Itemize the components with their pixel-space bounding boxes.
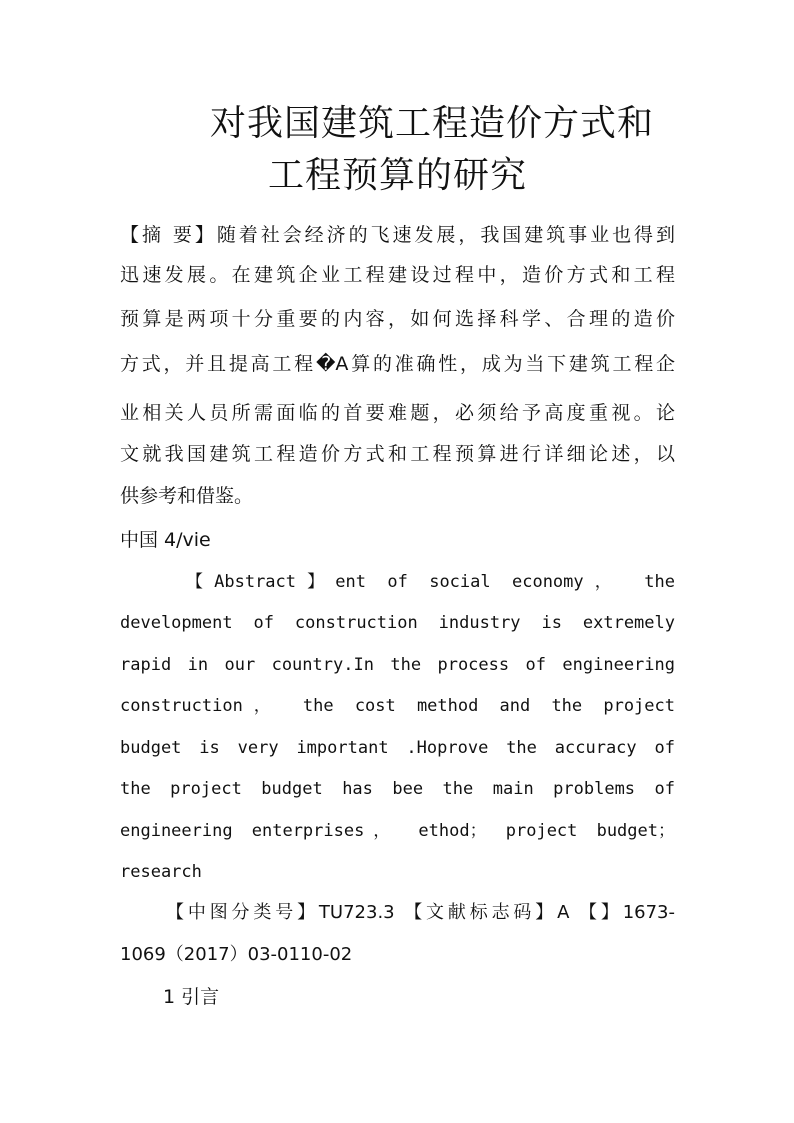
abstract-cn-line: 【摘 要】随着社会经济的飞速发展，我国建筑事业也得到 (120, 224, 675, 246)
classification-line: 1069（2017）03-0110-02 (120, 944, 353, 965)
abstract-en-line: development of construction industry is extremely (120, 613, 675, 633)
abstract-cn-line: 预算是两项十分重要的内容，如何选择科学、合理的造价 (120, 308, 675, 330)
abstract-en-line: research (120, 862, 202, 882)
abstract-en-line: the project budget has bee the main problems of (120, 779, 675, 799)
title-line-2: 工程预算的研究 (268, 155, 528, 196)
abstract-cn-line: 文就我国建筑工程造价方式和工程预算进行详细论述，以 (120, 443, 675, 465)
abstract-cn-line: 方式，并且提高工程�A算的准确性，成为当下建筑工程企 (120, 353, 675, 375)
abstract-cn-line: 迅速发展。在建筑企业工程建设过程中，造价方式和工程 (120, 264, 675, 286)
abstract-en-line: engineering enterprises， ethod； project budget； (120, 821, 675, 841)
title-line-1: 对我国建筑工程造价方式和 (210, 103, 655, 144)
classification-line: 【中图分类号】TU723.3 【文献标志码】A 【】1673- (166, 902, 675, 923)
keywords-cn: 中国 4/vie (120, 529, 211, 551)
abstract-cn-line: 供参考和借鉴。 (120, 485, 254, 507)
abstract-cn-line: 业相关人员所需面临的首要难题，必须给予高度重视。论 (120, 402, 675, 424)
abstract-en-line: budget is very important .Hoprove the accuracy of (120, 738, 675, 758)
section-heading: 1 引言 (163, 986, 220, 1008)
abstract-en-line: 【Abstract】ent of social economy， the (186, 572, 675, 592)
abstract-en-line: construction， the cost method and the project (120, 696, 675, 716)
abstract-en-line: rapid in our country.In the process of engineering (120, 655, 675, 675)
